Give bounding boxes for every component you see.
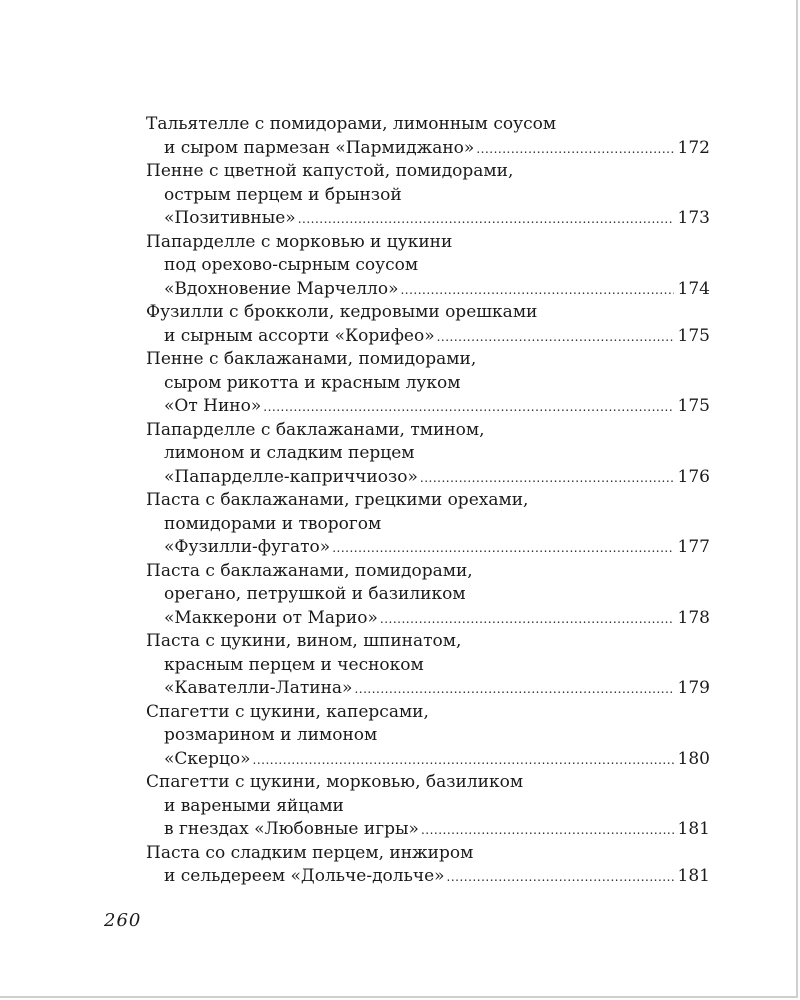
toc-page-number: 176 (677, 466, 710, 487)
toc-entry-title: Паста со сладким перцем, инжиром (146, 842, 474, 863)
toc-entry-last-line (146, 677, 710, 701)
toc-entry (146, 560, 710, 631)
toc-entry-text: «Фузилли-фугато» (164, 537, 331, 557)
dot-leader (447, 866, 674, 890)
toc-page-number: 175 (677, 396, 710, 416)
toc-entry (146, 348, 710, 419)
toc-entry-continuation: острым перцем и брынзой (164, 184, 402, 205)
dot-leader (253, 749, 674, 773)
toc-page-number: 175 (677, 325, 710, 346)
toc-entry-last-line (146, 137, 710, 161)
toc-entry-last-line (146, 748, 710, 772)
dot-leader (332, 537, 673, 561)
toc-page-number: 181 (677, 819, 710, 839)
toc-entry-text: «Скерцо» (164, 748, 251, 769)
toc-entry-last-line (146, 325, 710, 349)
toc-entry (146, 113, 710, 160)
toc-entry (146, 419, 710, 490)
toc-page-number: 174 (677, 278, 710, 299)
toc-page-number: 178 (677, 607, 710, 628)
toc-entry-last-line (146, 278, 710, 302)
toc-entry-last-line (146, 536, 710, 560)
toc-entry-last-line (146, 865, 710, 889)
toc-entry (146, 701, 710, 772)
toc-entry-text: «Вдохновение Марчелло» (164, 278, 399, 299)
dot-leader (437, 326, 674, 350)
toc-entry-title: Спагетти с цукини, каперсами, (146, 701, 429, 722)
page-folio-number: 260 (104, 910, 142, 931)
toc-page-number: 172 (677, 137, 710, 158)
toc-entry-text: «Маккерони от Марио» (164, 607, 378, 628)
table-of-contents (146, 113, 710, 889)
dot-leader (354, 678, 673, 702)
toc-entry (146, 160, 710, 231)
toc-entry-text: «Кавателли-Латина» (164, 678, 353, 698)
toc-entry-text: в гнездах «Любовные игры» (164, 819, 419, 839)
toc-entry-continuation: красным перцем и чесноком (164, 654, 424, 675)
toc-page-number: 181 (677, 866, 710, 886)
toc-page-number: 177 (677, 537, 710, 557)
toc-entry-text: и сыром пармезан «Пармиджано» (164, 137, 475, 158)
toc-entry-last-line (146, 818, 710, 842)
toc-entry-text: и сельдереем «Дольче-дольче» (164, 866, 445, 886)
toc-entry-continuation: орегано, петрушкой и базиликом (164, 584, 466, 604)
toc-page-number: 179 (677, 678, 710, 698)
toc-entry-continuation: и вареными яйцами (164, 795, 344, 816)
toc-entry-continuation: помидорами и творогом (164, 513, 382, 534)
toc-entry-title: Паста с баклажанами, помидорами, (146, 560, 473, 581)
toc-entry-text: «Папарделле-каприччиозо» (164, 466, 418, 487)
toc-entry-title: Пенне с баклажанами, помидорами, (146, 349, 477, 369)
toc-entry-last-line (146, 607, 710, 631)
toc-entry-continuation: розмарином и лимоном (164, 725, 378, 745)
dot-leader (263, 396, 673, 420)
toc-entry-title: Папарделле с баклажанами, тмином, (146, 419, 485, 440)
dot-leader (421, 819, 674, 843)
toc-entry (146, 231, 710, 302)
toc-entry-text: «От Нино» (164, 396, 262, 416)
toc-entry-title: Папарделле с морковью и цукини (146, 231, 453, 252)
dot-leader (380, 608, 674, 632)
toc-entry (146, 489, 710, 560)
toc-entry-continuation: под орехово-сырным соусом (164, 255, 419, 275)
toc-entry-text: «Позитивные» (164, 208, 296, 228)
toc-page-number: 180 (677, 748, 710, 769)
toc-entry (146, 771, 710, 842)
toc-entry-last-line (146, 466, 710, 490)
toc-entry-last-line (146, 207, 710, 231)
dot-leader (400, 279, 673, 303)
dot-leader (476, 138, 673, 162)
toc-entry-continuation: сыром рикотта и красным луком (164, 372, 461, 393)
toc-entry-title: Тальятелле с помидорами, лимонным соусом (146, 114, 557, 134)
toc-entry-continuation: лимоном и сладким перцем (164, 443, 415, 463)
toc-entry-title: Спагетти с цукини, морковью, базиликом (146, 772, 524, 792)
toc-entry-text: и сырным ассорти «Корифео» (164, 325, 435, 346)
toc-entry-title: Пенне с цветной капустой, помидорами, (146, 161, 514, 181)
toc-entry-title: Фузилли с брокколи, кедровыми орешками (146, 302, 538, 322)
toc-entry-title: Паста с цукини, вином, шпинатом, (146, 631, 462, 651)
dot-leader (420, 467, 674, 491)
toc-entry-title: Паста с баклажанами, грецкими орехами, (146, 490, 529, 510)
toc-page-number: 173 (677, 208, 710, 228)
dot-leader (298, 208, 674, 232)
toc-entry (146, 301, 710, 348)
toc-entry-last-line (146, 395, 710, 419)
toc-entry (146, 842, 710, 889)
toc-entry (146, 630, 710, 701)
